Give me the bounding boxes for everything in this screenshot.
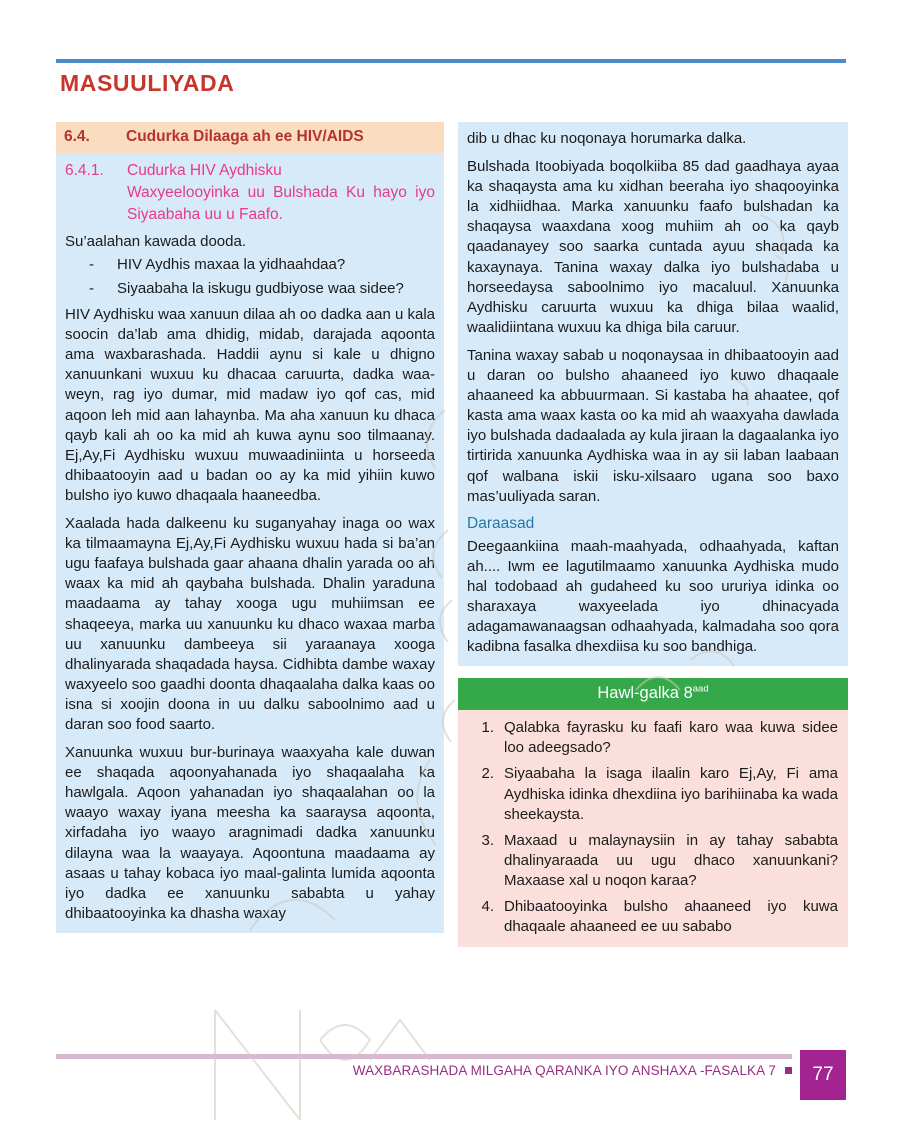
paragraph: Tanina waxay sabab u noqonaysaa in dhibaatooyin aad u daran oo bulsho ahaaneed iyo kuwo dhaqaale ahaaneed ka abbuurmaan. Si kastaba ha ahaatee, qof kasta ama waax kasta oo ka mid ah waaxyaha dawlada iyo bulshada dadaalada ay kula jiraan la dagaalanka iyo tirtirida xanuunka Aydhiska waa in ay sii laban laabaan qof walbana iskii isku-xilsaaro ugana soo baxo mas’uuliyada saran.	[467, 346, 839, 505]
item-number: 1.	[481, 719, 494, 737]
paragraph: Xaalada hada dalkeenu ku suganyahay inaga oo wax ka tilmaamayna Ej,Ay,Fi Aydhisku wuxuu hada si ba’an ugu faafaya bulshada gaar ahaana dhalin yarada oo ah waax ka mid ah qaybaha bulshada. Dhalin yaraduna maadaama ay tahay xooga ugu muhiimsan ee shaqeeya, marka uu xanuunku ku dhaco waxaa marba uu xanuunku dambeeya sii yaraanaya xooga dhalinyarada shaqadada haysa. Cidhibta dambe waxay waxyeelo soo gaadhi doonta dhaqaalaha dalka kaas oo isna si xoojin doona in uu dalku saboolnimo aad u daran soo food saarto.	[65, 515, 435, 733]
subsection-title	[127, 160, 435, 226]
paragraph: Bulshada Itoobiyada boqolkiiba 85 dad gaadhaya ayaa ka shaqaysta ama ku xidhan beeraha iyo shaqooyinka la xidhiidhaa. Marka xanuunku faafo bulshadan ka shaqaysa waaxdana xoog muhiim ah oo ka qayb qaadanayey soo saarka cuntada ayuu shaqada ka kaxaynaya. Tanina waxay dalka iyo bulshadaba u horseedaysa saboolnimo iyo macaluul. Xanuunka Aydhisku caruurta wuxuu ka dhiga bilaa waalid, waalidiintana wuxuu ka dhiga bila caruur.	[467, 158, 839, 336]
question-text: Siyaabaha la iskugu gudbiyose waa sidee?	[117, 280, 404, 298]
item-number: 4.	[481, 898, 494, 915]
page-title: MASUULIYADA	[60, 70, 235, 96]
activity-banner-superscript: aad	[692, 683, 709, 695]
left-content-box	[56, 153, 444, 933]
top-blue-rule	[56, 59, 846, 63]
footer-square-icon	[785, 1067, 792, 1074]
questions-lead: Su’aalahan kawada dooda.	[65, 233, 246, 250]
question-text: HIV Aydhis maxaa la yidhaahdaa?	[117, 256, 346, 274]
subsection-number: 6.4.1.	[65, 162, 104, 179]
activity-banner-label: Hawl-galka 8	[597, 684, 693, 703]
question-list	[65, 254, 435, 299]
subsection-title-line-3: iyo Siyaabaha uu u Faafo.	[127, 184, 435, 223]
footer-label: WAXBARASHADA MILGAHA QARANKA IYO ANSHAXA -FASALKA 7	[352, 1063, 776, 1078]
item-number: 2.	[481, 765, 494, 783]
list-item	[464, 764, 838, 824]
paragraph: Xanuunka wuxuu bur-burinaya waaxyaha kale duwan ee shaqada aqoonyahanada iyo shaqaalaha ka hawlgala. Aqoon yahanadan iyo shaqaalahan oo la waayo waxay iyana meesha ka saaraysa aqoonta, xirfadaha iyo waayo aragnimadi dadka xanuunku dilayna waa la waayaya. Aqoontuna maadaama ay asaas u tahay kobaca iyo maal-galinta lumida aqoonta iyo dadka ee xanuunku sababta u yahay dhibaatooyinka ka dhasha waxay	[65, 744, 435, 922]
activity-question-list	[464, 718, 838, 937]
subsection-heading	[65, 160, 435, 226]
footer	[353, 1063, 792, 1078]
daraasad-paragraph: Deegaankiina maah-maahyada, odhaahyada, kaftan ah.... Iwm ee lagutilmaamo xanuunka Aydhiska mudo hal todobaad ah gudaheed ku soo ururiya idinka oo sharaxaya waxyeelada iyo dhinacyada adagamawanaagsan odhaahyada, kalmadaha soo qora kadibna fasalka dhexdiisa ku soo bandhiga.	[467, 537, 839, 656]
dash-marker: -	[89, 280, 94, 298]
subsection-title-line-1: Cudurka HIV Aydhisku	[127, 162, 282, 179]
section-title: Cudurka Dilaaga ah ee HIV/AIDS	[126, 128, 364, 145]
list-item	[89, 254, 435, 275]
page-number: 77	[800, 1050, 846, 1100]
item-text: Dhibaatooyinka bulsho ahaaneed iyo kuwa dhaqaale ahaaneed ee uu sababo	[504, 898, 838, 936]
activity-banner	[458, 678, 848, 710]
item-text: Siyaabaha la isaga ilaalin karo Ej,Ay, Fi ama Aydhiska idinka dhexdiina iyo barihiinaba ka wada sheekaysta.	[504, 765, 838, 823]
activity-box	[458, 710, 848, 947]
paragraph: dib u dhac ku noqonaya horumarka dalka.	[467, 130, 747, 147]
dash-marker: -	[89, 256, 94, 274]
list-item	[464, 718, 838, 758]
right-content-box	[458, 122, 848, 666]
daraasad-heading: Daraasad	[467, 514, 535, 532]
paragraph: HIV Aydhisku waa xanuun dilaa ah oo dadka aan u kala soocin da’lab ama dhidig, midab, darajada aqoonta ama waxbarashada. Haddii aynu si kale u dhigno xanuunkani wuxuu ku dhacaa caruurta, dadka waa-weyn, rag iyo dumar, mid madaw iyo qof cas, mid aqoon leh mid aan lahaynba. Ma aha xanuun ku dhaca qayb kali ah oo ka mid ah kuwa aynu soo tilmaanay. Ej,Ay,Fi Aydhisku wuxuu muwaadiniinta u horseeda dhibaatooyin aad u badan oo ay ka mid yihiin kuwo bulsho iyo kuwo dhaqaala haaneedba.	[65, 306, 435, 504]
section-number: 6.4.	[64, 128, 90, 145]
item-number: 3.	[481, 831, 494, 849]
right-column	[458, 122, 848, 947]
subsection-title-line-2: Waxyeelooyinka uu Bulshada Ku hayo	[127, 184, 407, 201]
list-item	[89, 278, 435, 299]
list-item	[464, 897, 838, 937]
item-text: Qalabka fayrasku ku faafi karo waa kuwa sidee loo adeegsado?	[504, 719, 838, 757]
item-text: Maxaad u malaynaysiin in ay tahay sababta dhalinyaraada uu ugu dhaco xanuunkani? Maxaase xal u noqon karaa?	[504, 831, 838, 889]
footer-rule	[56, 1054, 792, 1059]
section-heading-bar	[56, 122, 444, 153]
list-item	[464, 831, 838, 891]
left-column	[56, 122, 444, 933]
